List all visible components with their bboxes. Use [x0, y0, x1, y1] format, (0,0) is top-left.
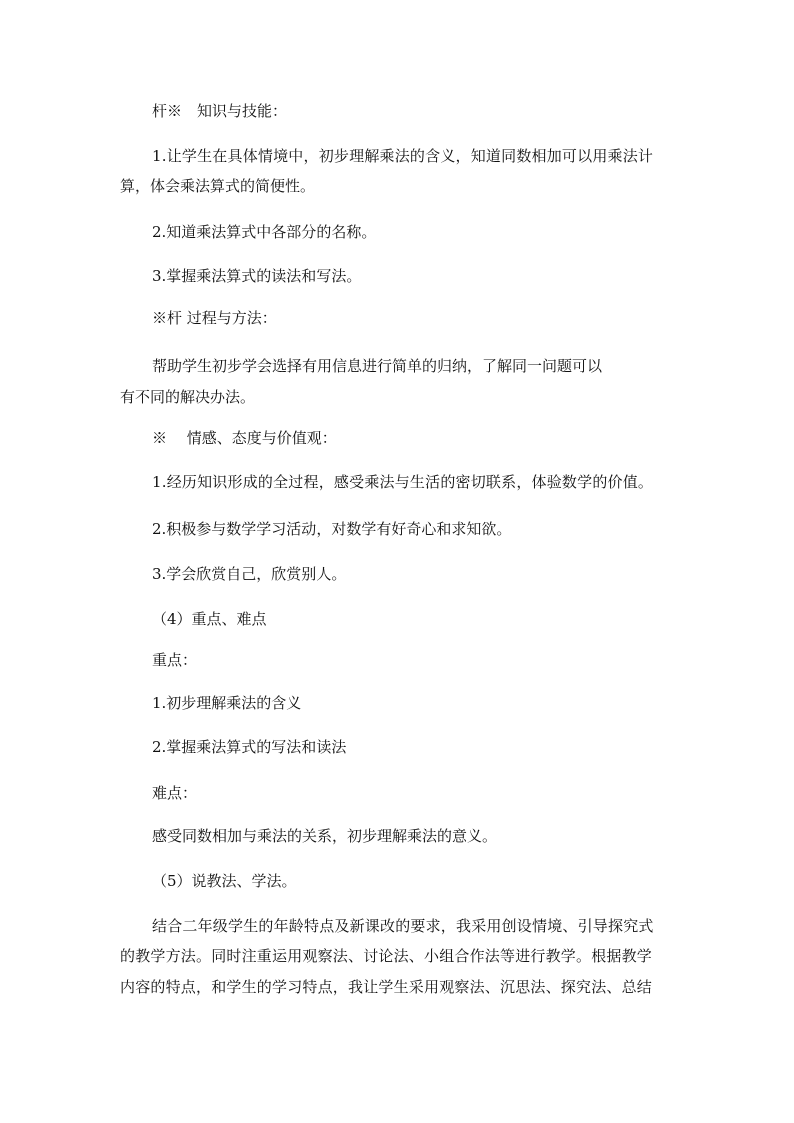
- paragraph-line: 内容的特点，和学生的学习特点，我让学生采用观察法、沉思法、探究法、总结: [120, 978, 653, 996]
- paragraph-line: 1.初步理解乘法的含义: [152, 694, 302, 712]
- paragraph-line: 有不同的解决办法。: [120, 388, 256, 406]
- paragraph-line: 1.让学生在具体情境中，初步理解乘法的含义，知道同数相加可以用乘法计: [152, 147, 654, 165]
- paragraph-line: 算，体会乘法算式的简便性。: [120, 177, 316, 195]
- paragraph-line: 感受同数相加与乘法的关系，初步理解乘法的意义。: [152, 827, 498, 845]
- paragraph-line: 2.积极参与数学学习活动，对数学有好奇心和求知欲。: [152, 520, 512, 538]
- paragraph-line: 1.经历知识形成的全过程，感受乘法与生活的密切联系，体验数学的价值。: [152, 473, 654, 491]
- paragraph-line: 3.掌握乘法算式的读法和写法。: [152, 267, 362, 285]
- heading-emotion-attitude-values: ※ 情感、态度与价值观：: [152, 429, 337, 447]
- paragraph-line: 3.学会欣赏自己，欣赏别人。: [152, 565, 347, 583]
- paragraph-line: 结合二年级学生的年龄特点及新课改的要求，我采用创设情境、引导探究式: [152, 917, 654, 935]
- paragraph-line: 帮助学生初步学会选择有用信息进行简单的归纳，了解同一问题可以: [152, 357, 603, 375]
- heading-process-methods: ※杆 过程与方法：: [152, 309, 277, 327]
- paragraph-line: 的教学方法。同时注重运用观察法、讨论法、小组合作法等进行教学。根据教学: [120, 947, 653, 965]
- label-key-points: 重点：: [152, 651, 198, 669]
- section-heading: （4）重点、难点: [152, 610, 267, 628]
- section-heading: （5）说教法、学法。: [152, 872, 297, 890]
- heading-knowledge-skills: 杆※ 知识与技能：: [152, 102, 288, 120]
- label-difficult-points: 难点：: [152, 784, 198, 802]
- paragraph-line: 2.掌握乘法算式的写法和读法: [152, 738, 347, 756]
- paragraph-line: 2.知道乘法算式中各部分的名称。: [152, 223, 377, 241]
